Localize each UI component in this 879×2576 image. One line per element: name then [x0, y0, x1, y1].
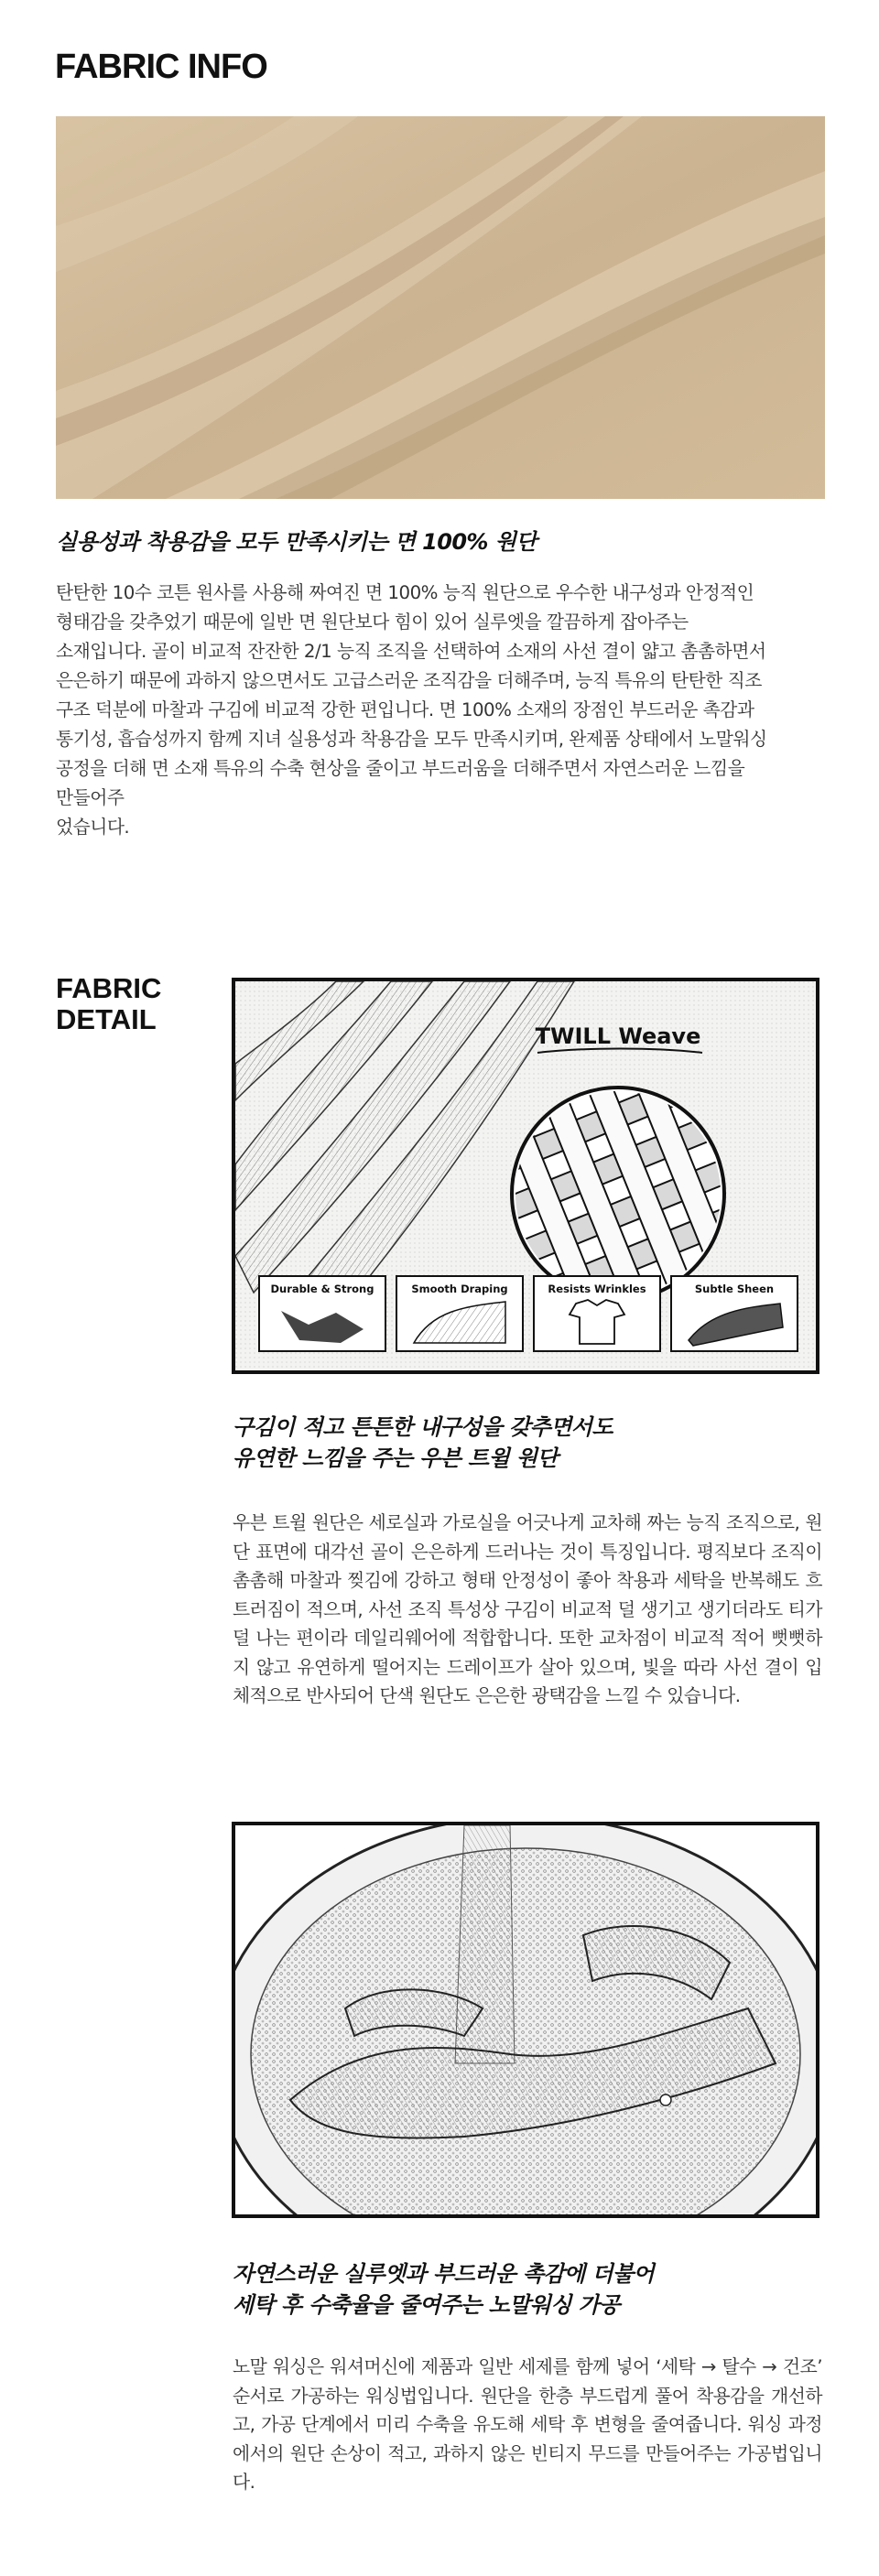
washing-machine-illustration	[232, 1822, 819, 2218]
fabric-info-description: 탄탄한 10수 코튼 원사를 사용해 짜여진 면 100% 능직 원단으로 우수한 내구성과 안정적인 형태감을 갖추었기 때문에 일반 면 원단보다 힘이 있어 실루엣을 깔끔하게 잡아주는 소재입니다. 골이 비교적 잔잔한 2/1 능직 조직을 선택하여 소재의 사선 결이 얇고 촘촘하면서 은은하기 때문에 과하지 않으면서도 고급스러운 조직감을 더해주며, 능직 특유의 탄탄한 직조 구조 덕분에 마찰과 구김에 비교적 강한 편입니다. 면 100% 소재의 장점인 부드러운 촉감과 통기성, 흡습성까지 함께 지녀 실용성과 착용감을 모두 만족시키며, 완제품 상태에서 노말워싱 공정을 더해 면 소재 특유의 수축 현상을 줄이고 부드러움을 더해주면서 자연스러운 느낌을 만들어주 었습니다.	[56, 582, 767, 838]
badge-subtle-sheen: Subtle Sheen	[694, 1283, 775, 1295]
badge-resists-wrinkles: Resists Wrinkles	[548, 1283, 646, 1295]
twill-description: 우븐 트윌 원단은 세로실과 가로실을 어긋나게 교차해 짜는 능직 조직으로, 원단 표면에 대각선 골이 은은하게 드러나는 것이 특징입니다. 평직보다 조직이 촘촘해 마찰과 찢김에 강하고 형태 안정성이 좋아 착용과 세탁을 반복해도 흐트러짐이 적으며, 사선 조직 특성상 구김이 비교적 덜 생기고 생기더라도 티가 덜 나는 편이라 데일리웨어에 적합합니다. 또한 교차점이 비교적 적어 뻣뻣하지 않고 유연하게 떨어지는 드레이프가 살아 있으며, 빛을 따라 사선 결이 입체적으로 반사되어 단색 원단도 은은한 광택감을 느낄 수 있습니다.	[233, 1512, 822, 1706]
twill-headline: 구김이 적고 튼튼한 내구성을 갖추면서도 유연한 느낌을 주는 우븐 트윌 원단	[233, 1414, 613, 1471]
badge-smooth-draping: Smooth Draping	[411, 1283, 508, 1295]
fabric-photo	[56, 116, 825, 499]
washing-description: 노말 워싱은 워셔머신에 제품과 일반 세제를 함께 넣어 ‘세탁 → 탈수 → 건조’ 순서로 가공하는 워싱법입니다. 원단을 한층 부드럽게 풀어 착용감을 개선하고, 가공 단계에서 미리 수축을 유도해 세탁 후 변형을 줄여줍니다. 워싱 과정에서의 원단 손상이 적고, 과하지 않은 빈티지 무드를 만들어주는 가공법입니다.	[233, 2356, 822, 2493]
fabric-info-title: FABRIC INFO	[55, 48, 267, 86]
fabric-detail-title: FABRIC DETAIL	[56, 972, 162, 1035]
badge-durable-strong: Durable & Strong	[270, 1283, 374, 1295]
fabric-info-headline: 실용성과 착용감을 모두 만족시키는 면 100% 원단	[56, 529, 537, 555]
washing-headline: 자연스러운 실루엣과 부드러운 촉감에 더불어 세탁 후 수축율을 줄여주는 노말워싱 가공	[233, 2261, 655, 2318]
twill-weave-illustration	[232, 978, 819, 1374]
twill-weave-label: TWILL Weave	[535, 1023, 701, 1049]
